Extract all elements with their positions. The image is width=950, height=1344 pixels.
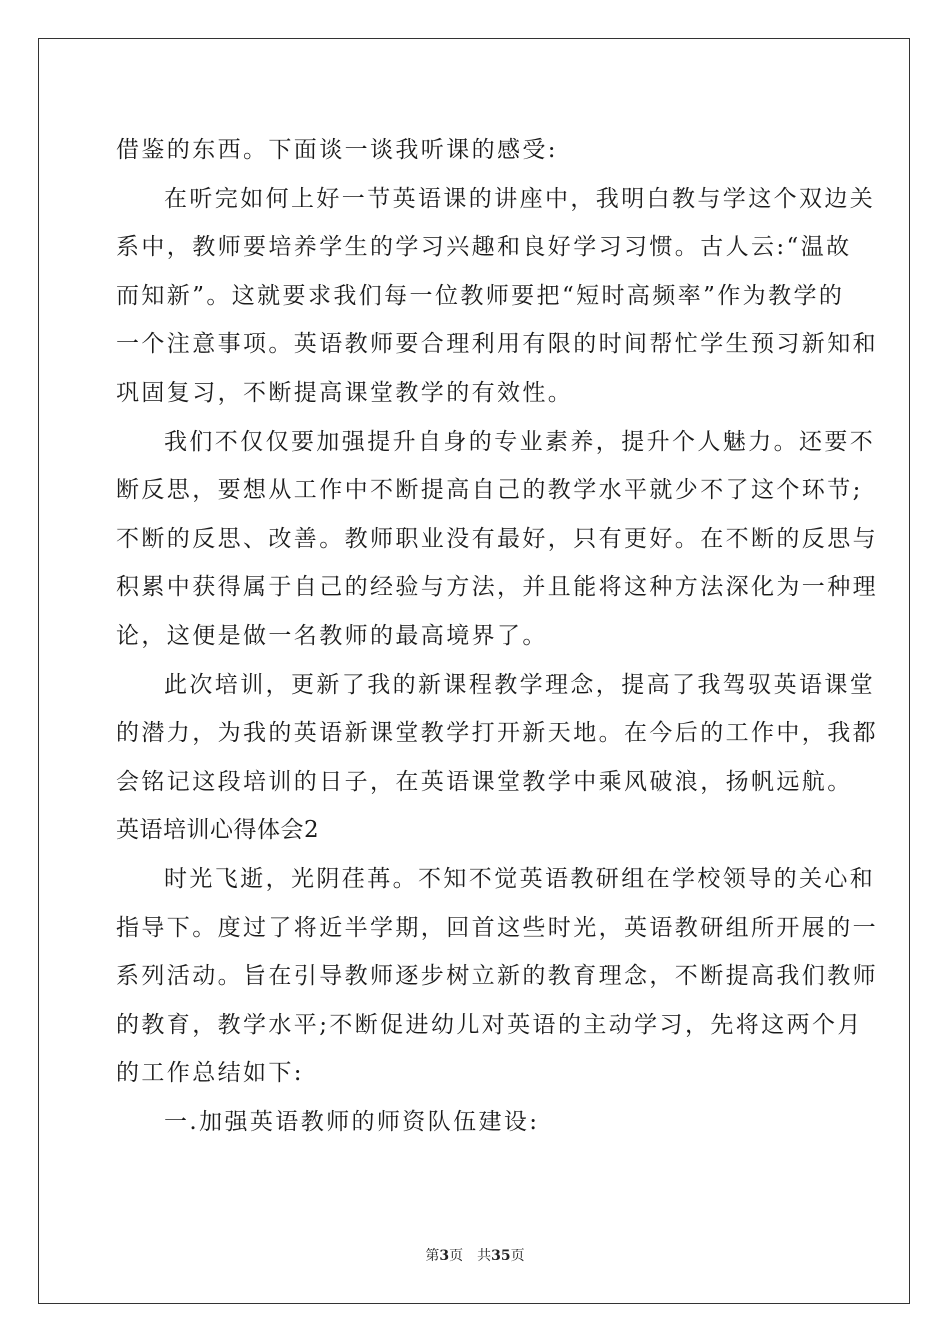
text-line-1: 借鉴的东西。下面谈一谈我听课的感受: — [116, 137, 558, 163]
document-body — [116, 126, 878, 1146]
page-footer — [0, 1246, 950, 1266]
text-line-11: 论，这便是做一名教师的最高境界了。 — [116, 622, 548, 649]
text-line-18: 系列活动。旨在引导教师逐步树立新的教育理念，不断提高我们教师 — [116, 963, 878, 990]
text-line-20: 的工作总结如下: — [116, 1060, 304, 1087]
text-line-5: 一个注意事项。英语教师要合理利用有限的时间帮忙学生预习新知和 — [116, 331, 878, 358]
text-line-4: 而知新”。这就要求我们每一位教师要把“短时高频率”作为教学的 — [116, 282, 845, 309]
text-line-12: 此次培训，更新了我的新课程教学理念，提高了我驾驭英语课堂 — [164, 671, 876, 698]
text-line-10: 积累中获得属于自己的经验与方法，并且能将这种方法深化为一种理 — [116, 574, 878, 601]
text-line-14: 会铭记这段培训的日子，在英语课堂教学中乘风破浪，扬帆远航。 — [116, 768, 853, 795]
footer-total-prefix: 共 — [477, 1248, 492, 1264]
text-line-8: 断反思，要想从工作中不断提高自己的教学水平就少不了这个环节; — [116, 477, 863, 504]
text-line-16: 时光飞逝，光阴荏苒。不知不觉英语教研组在学校领导的关心和 — [164, 865, 876, 892]
text-line-7: 我们不仅仅要加强提升自身的专业素养，提升个人魅力。还要不 — [164, 428, 876, 455]
footer-prefix: 第 — [425, 1248, 440, 1264]
text-line-2: 在听完如何上好一节英语课的讲座中，我明白教与学这个双边关 — [164, 185, 876, 212]
section-heading: 英语培训心得体会2 — [116, 817, 320, 844]
text-line-6: 巩固复习，不断提高课堂教学的有效性。 — [116, 379, 574, 406]
text-line-17: 指导下。度过了将近半学期，回首这些时光，英语教研组所开展的一 — [116, 914, 878, 941]
current-page-number: 3 — [439, 1248, 450, 1264]
text-line-19: 的教育，教学水平;不断促进幼儿对英语的主动学习，先将这两个月 — [116, 1011, 863, 1038]
text-line-3: 系中，教师要培养学生的学习兴趣和良好学习习惯。古人云:“温故 — [116, 234, 852, 261]
footer-total-suffix: 页 — [510, 1248, 525, 1264]
total-page-count: 35 — [491, 1248, 511, 1264]
footer-page-suffix: 页 — [449, 1248, 464, 1264]
text-line-9: 不断的反思、改善。教师职业没有最好，只有更好。在不断的反思与 — [116, 525, 878, 552]
text-line-21: 一.加强英语教师的师资队伍建设: — [164, 1108, 540, 1135]
text-line-13: 的潜力，为我的英语新课堂教学打开新天地。在今后的工作中，我都 — [116, 720, 878, 747]
